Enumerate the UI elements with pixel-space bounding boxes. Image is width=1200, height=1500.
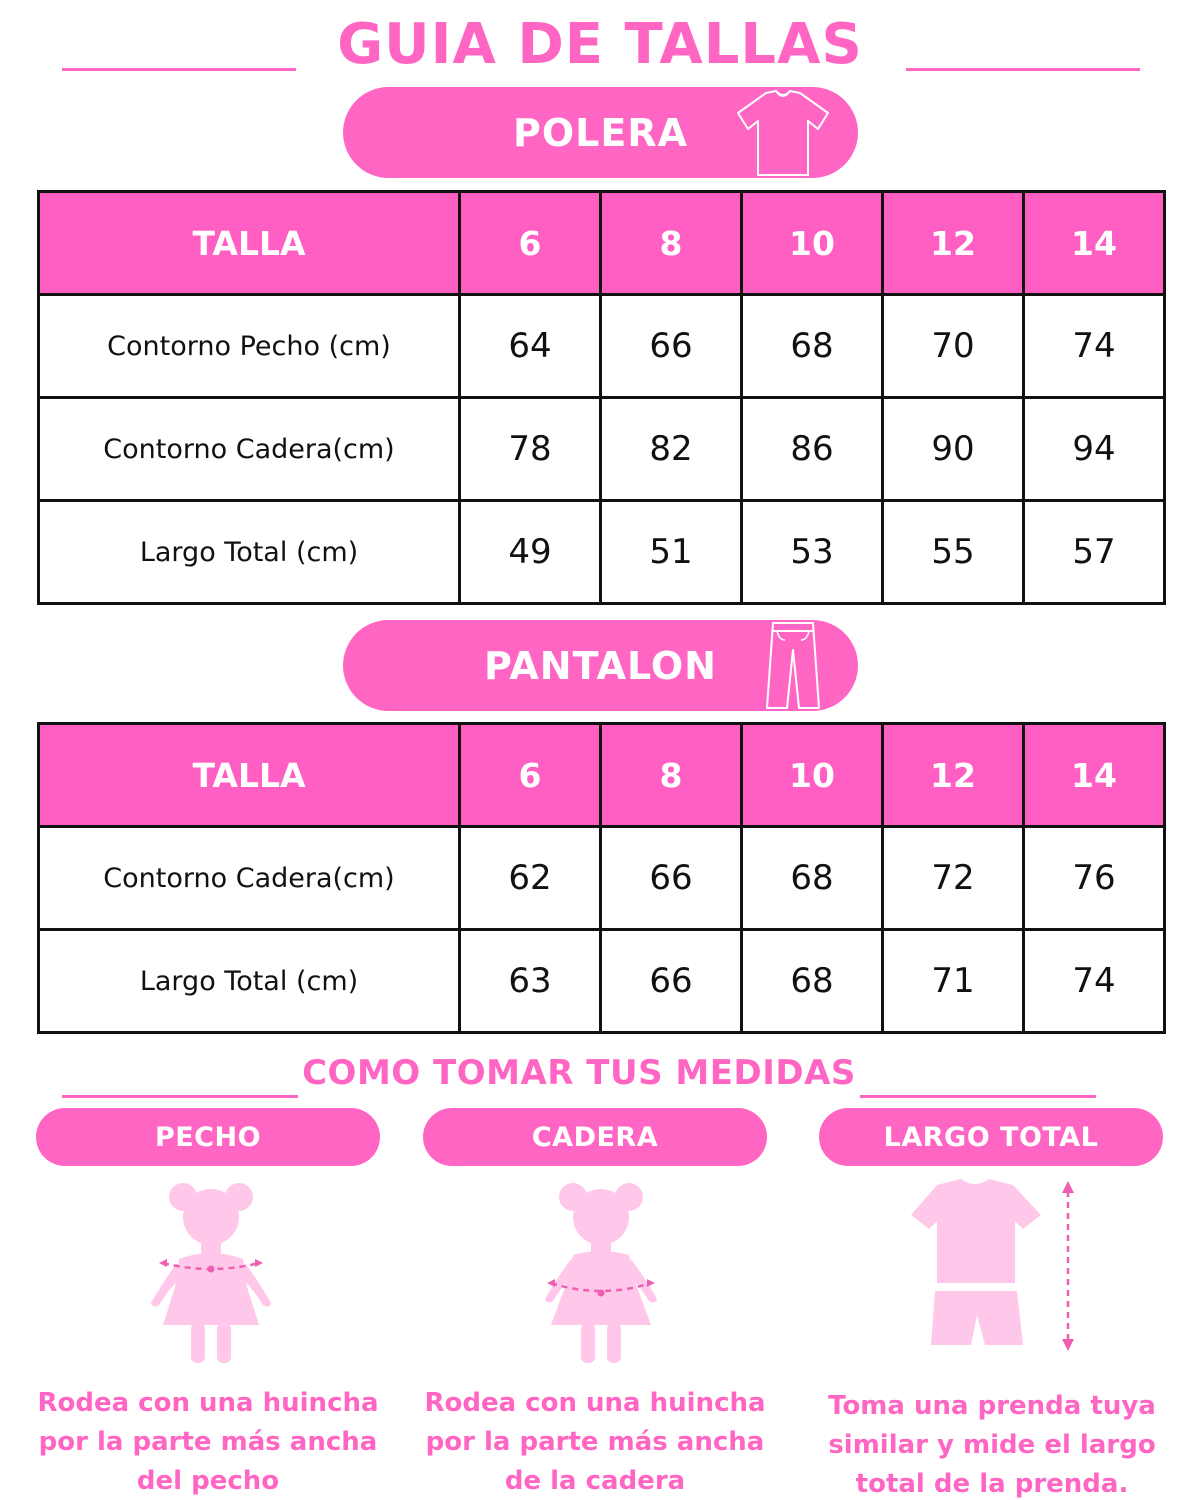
desc-line: Toma una prenda tuya: [828, 1391, 1156, 1421]
header-cell: 14: [1024, 724, 1165, 827]
desc-line: similar y mide el largo: [828, 1430, 1156, 1460]
pill-label: CADERA: [531, 1121, 659, 1153]
tshirt-icon: [736, 87, 830, 178]
header-cell: 8: [601, 724, 742, 827]
table-cell: 51: [601, 501, 742, 604]
header-cell: 10: [742, 724, 883, 827]
table-cell: 53: [742, 501, 883, 604]
table-cell: 68: [742, 827, 883, 930]
pantalon-size-table: [37, 722, 1166, 1034]
page-title: GUIA DE TALLAS: [337, 12, 863, 77]
header-cell: 10: [742, 192, 883, 295]
header-cell: TALLA: [39, 192, 460, 295]
table-cell: 66: [601, 295, 742, 398]
howto-divider-left: [62, 1095, 298, 1098]
table-cell: 86: [742, 398, 883, 501]
header-cell: 8: [601, 192, 742, 295]
header-cell: TALLA: [39, 724, 460, 827]
row-label: Contorno Cadera(cm): [39, 398, 460, 501]
pill-label: PECHO: [154, 1121, 262, 1153]
table-cell: 76: [1024, 827, 1165, 930]
desc-line: del pecho: [136, 1466, 280, 1496]
table-cell: 72: [883, 827, 1024, 930]
header-cell: 12: [883, 192, 1024, 295]
title-divider-left: [62, 68, 296, 71]
pill-cadera: [423, 1108, 767, 1166]
desc-line: Rodea con una huincha: [424, 1388, 766, 1418]
pill-label: LARGO TOTAL: [883, 1121, 1099, 1153]
table-row: [39, 295, 1165, 398]
table-row: [39, 398, 1165, 501]
table-cell: 94: [1024, 398, 1165, 501]
table-cell: 82: [601, 398, 742, 501]
title-row: [0, 10, 1200, 80]
table-cell: 78: [460, 398, 601, 501]
desc-line: Rodea con una huincha: [37, 1388, 379, 1418]
desc-line: por la parte más ancha: [425, 1427, 765, 1457]
table-cell: 57: [1024, 501, 1165, 604]
table-cell: 68: [742, 930, 883, 1033]
howto-divider-right: [860, 1095, 1096, 1098]
howto-title-row: [0, 1053, 1200, 1099]
table-cell: 74: [1024, 295, 1165, 398]
table-row: [39, 827, 1165, 930]
section-pill-polera: [343, 87, 858, 178]
pill-pecho: [36, 1108, 380, 1166]
table-cell: 55: [883, 501, 1024, 604]
garment-length-icon: [905, 1175, 1090, 1355]
table-cell: 70: [883, 295, 1024, 398]
pill-largo-total: [819, 1108, 1163, 1166]
pants-icon: [763, 620, 823, 711]
table-cell: 66: [601, 827, 742, 930]
title-divider-right: [906, 68, 1140, 71]
table-cell: 49: [460, 501, 601, 604]
desc-line: de la cadera: [504, 1466, 686, 1496]
desc-line: por la parte más ancha: [38, 1427, 378, 1457]
table-cell: 66: [601, 930, 742, 1033]
polera-size-table: [37, 190, 1166, 605]
row-label: Contorno Cadera(cm): [39, 827, 460, 930]
girl-hip-measure-icon: [525, 1175, 675, 1370]
desc-cadera: [407, 1384, 783, 1500]
table-header-row: [39, 724, 1165, 827]
table-cell: 74: [1024, 930, 1165, 1033]
table-header-row: [39, 192, 1165, 295]
howto-title: COMO TOMAR TUS MEDIDAS: [302, 1053, 856, 1093]
section-label-polera: POLERA: [513, 110, 688, 155]
table-cell: 90: [883, 398, 1024, 501]
header-cell: 14: [1024, 192, 1165, 295]
row-label: Largo Total (cm): [39, 501, 460, 604]
row-label: Contorno Pecho (cm): [39, 295, 460, 398]
table-cell: 62: [460, 827, 601, 930]
table-row: [39, 930, 1165, 1033]
table-cell: 68: [742, 295, 883, 398]
row-label: Largo Total (cm): [39, 930, 460, 1033]
table-row: [39, 501, 1165, 604]
desc-line: total de la prenda.: [855, 1469, 1129, 1499]
section-pill-pantalon: [343, 620, 858, 711]
header-cell: 12: [883, 724, 1024, 827]
table-cell: 64: [460, 295, 601, 398]
desc-largo-total: [804, 1387, 1180, 1500]
section-label-pantalon: PANTALON: [484, 643, 717, 688]
desc-pecho: [20, 1384, 396, 1500]
header-cell: 6: [460, 724, 601, 827]
girl-chest-measure-icon: [135, 1175, 285, 1370]
table-cell: 63: [460, 930, 601, 1033]
header-cell: 6: [460, 192, 601, 295]
table-cell: 71: [883, 930, 1024, 1033]
